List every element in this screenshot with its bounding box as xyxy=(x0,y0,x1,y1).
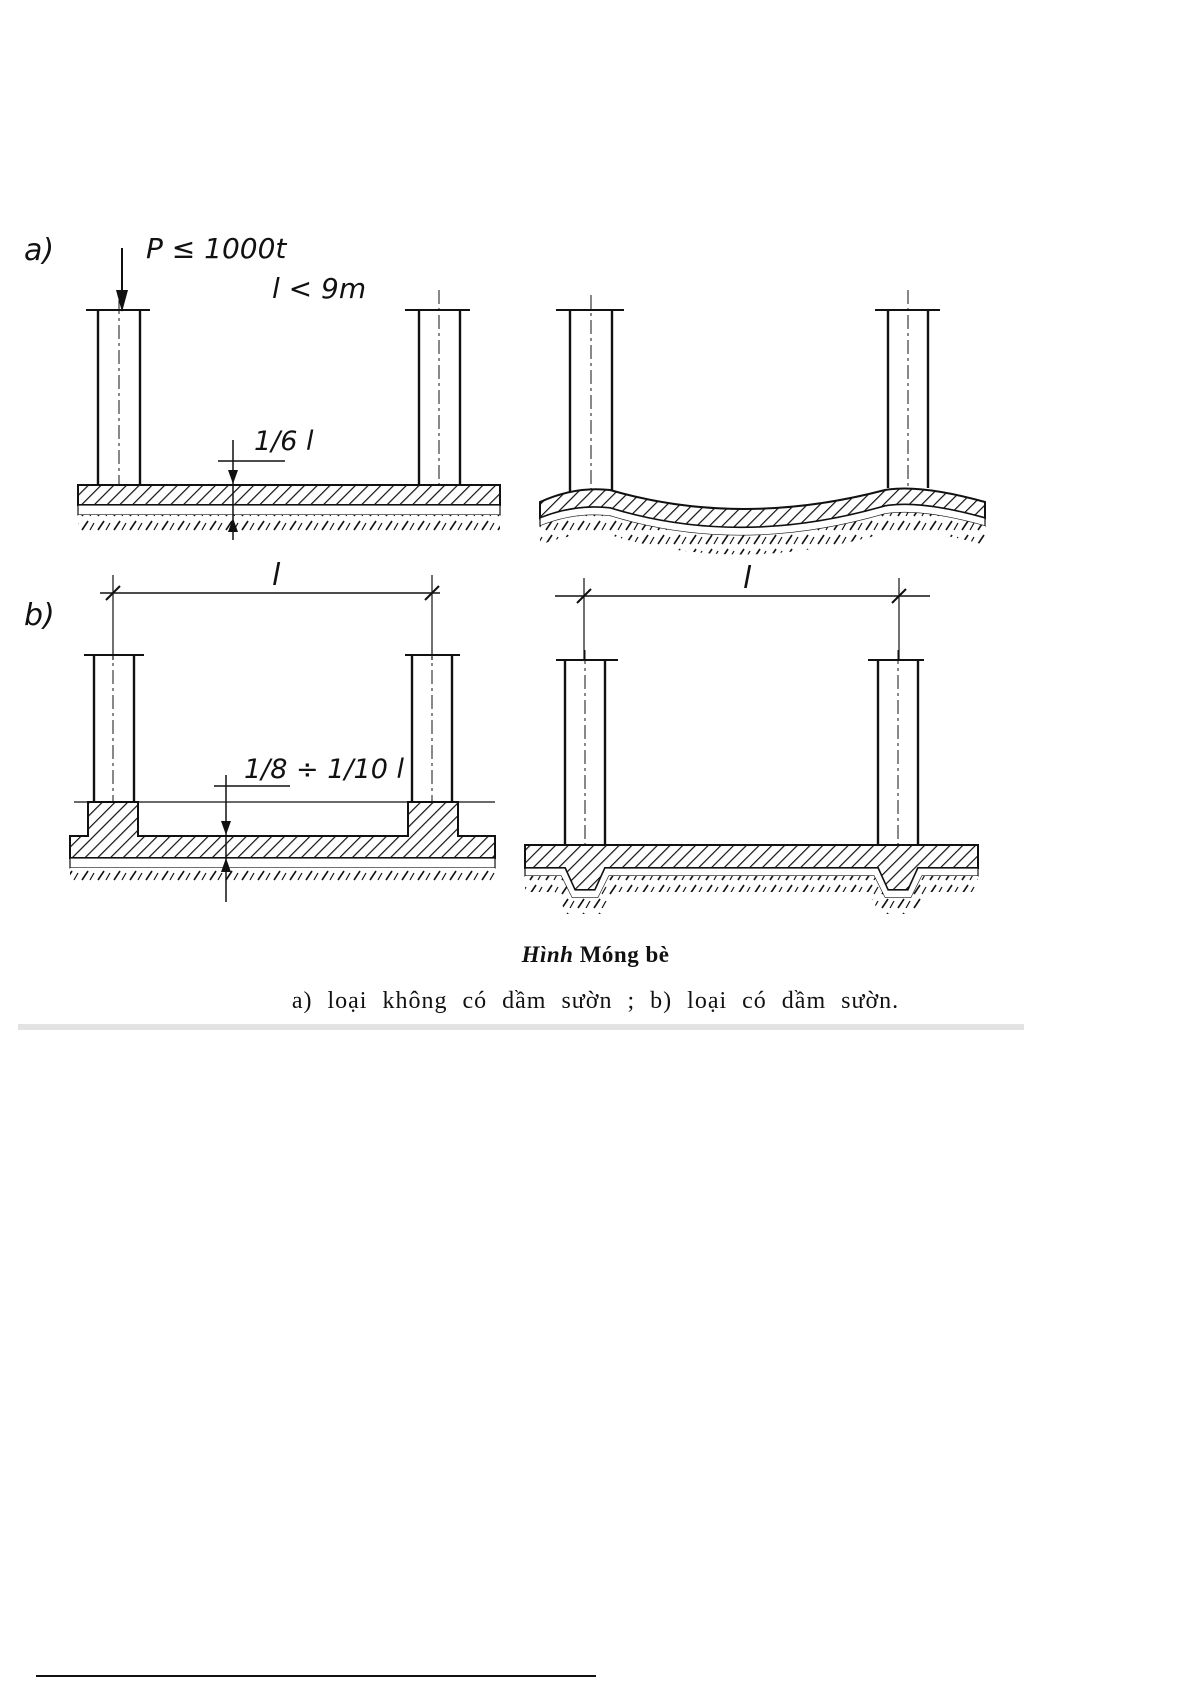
figure-caption-subtitle: a) loại không có dầm sườn ; b) loại có dầm sườn. xyxy=(291,988,900,1014)
caption-divider xyxy=(18,1024,1024,1030)
panel-a-label: a) xyxy=(24,233,55,268)
soil-b xyxy=(70,868,495,884)
load-label: P ≤ 1000t xyxy=(146,232,287,265)
thickness-label-a: 1/6 l xyxy=(254,426,314,457)
lean-concrete-a xyxy=(78,505,500,515)
lean-concrete-b xyxy=(70,858,495,868)
caption-title-italic: Hình xyxy=(521,942,574,967)
footer-divider xyxy=(36,1675,596,1677)
raft-slab-b-ribbed xyxy=(70,802,495,858)
span-label-a: l < 9m xyxy=(272,272,367,305)
panel-b-right-diagram xyxy=(525,561,978,914)
panel-a-right-diagram xyxy=(540,290,985,555)
span-label-b2: l xyxy=(743,561,752,596)
thickness-label-b: 1/8 ÷ 1/10 l xyxy=(244,754,404,785)
figure-caption-title xyxy=(0,942,1191,968)
panel-b-left-diagram xyxy=(24,558,495,902)
soil-a xyxy=(78,515,500,531)
raft-slab-a xyxy=(78,485,500,505)
panel-b-label: b) xyxy=(24,598,55,633)
load-arrowhead xyxy=(116,290,128,312)
span-label-b: l xyxy=(272,558,281,593)
panel-a-left-diagram xyxy=(24,232,500,540)
caption-title-text: Móng bè xyxy=(579,942,670,967)
